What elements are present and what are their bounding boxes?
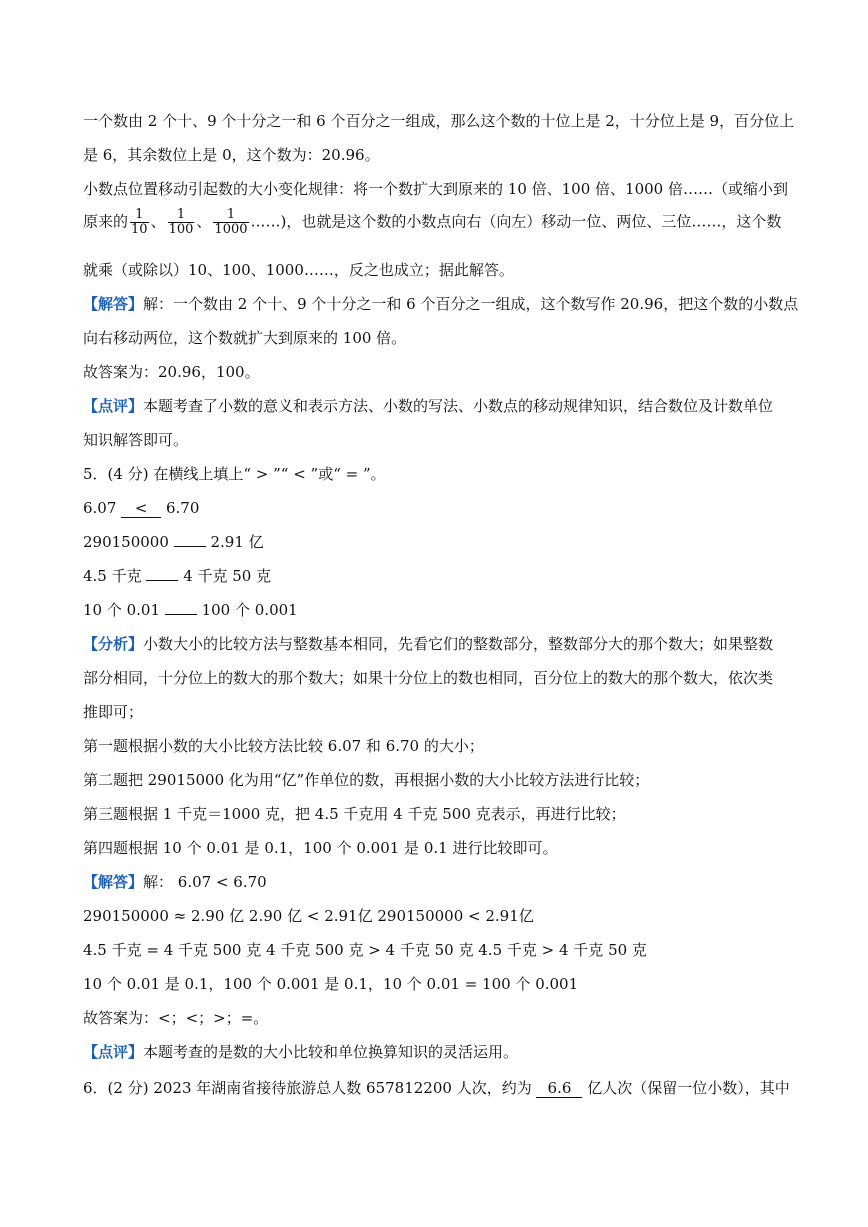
answer-4-line1 [83,294,798,314]
fraction-denominator: 1000 [214,222,248,237]
p1-line1: 一个数由 2 个十、9 个十分之一和 6 个百分之一组成，那么这个数的十位上是 2，十分位上是 9，百分位上 [83,112,795,130]
q6-post: 亿人次（保留一位小数），其中 [587,1079,790,1097]
final-answer-4: 故答案为：20.96，100。 [83,363,260,381]
answer-blank: < [121,500,161,518]
comment-5 [83,1042,518,1062]
q6-pre: 6．(2 分) 2023 年湖南省接待旅游总人数 657812200 人次，约为 [83,1079,532,1097]
item-left: 6.07 [83,499,117,517]
comment-4-line2: 知识解答即可。 [83,431,189,449]
final-answer-5: 故答案为：<；<；>；=。 [83,1009,269,1027]
q5-item-3 [83,566,271,586]
p1-line2: 是 6，其余数位上是 0，这个数为：20.96。 [83,146,380,164]
answer-tag: 【解答】 [83,295,144,313]
analysis-5-line2: 部分相同，十分位上的数大的那个数大；如果十分位上的数也相同，百分位上的数大的那个数大，依次类 [83,669,774,687]
p2-line1: 小数点位置移动引起数的大小变化规律：将一个数扩大到原来的 10 倍、100 倍、1000 倍……（或缩小到 [83,180,788,198]
answer-5-line2: 290150000 ≈ 2.90 亿 2.90 亿 < 2.91亿 290150000 < 2.91亿 [83,907,534,925]
fraction-1-1000 [213,208,248,237]
analysis-5-line5: 第二题把 29015000 化为用“亿”作单位的数，再根据小数的大小比较方法进行比较； [83,771,650,789]
separator: 、 [150,212,166,231]
item-right: 100 个 0.001 [201,601,298,619]
item-right: 6.70 [165,499,200,517]
comment-tag: 【点评】 [83,1043,144,1061]
analysis-tag: 【分析】 [83,635,144,653]
item-left: 10 个 0.01 [83,601,161,619]
analysis-5-line3: 推即可； [83,703,144,721]
fraction-numerator: 1 [130,208,149,223]
q5-item-2 [83,532,264,552]
item-right: 2.91 亿 [210,533,264,551]
p2-pre: 原来的 [83,212,129,231]
answer-text: 解： 6.07 < 6.70 [143,873,267,891]
analysis-5-line1 [83,634,773,654]
answer-tag: 【解答】 [83,873,144,891]
item-left: 290150000 [83,533,169,551]
comment-4-line1 [83,396,773,416]
analysis-text: 小数大小的比较方法与整数基本相同，先看它们的整数部分，整数部分大的那个数大；如果整数 [143,635,774,653]
answer-blank [146,580,178,581]
analysis-5-line4: 第一题根据小数的大小比较方法比较 6.07 和 6.70 的大小； [83,737,484,755]
analysis-5-line6: 第三题根据 1 千克＝1000 克，把 4.5 千克用 4 千克 500 克表示，再进行比较； [83,805,626,823]
answer-blank [174,546,206,547]
q5-item-1 [83,498,199,518]
question-5-title: 5．(4 分) 在横线上填上“ > ”“ < ”或“ = ”。 [83,465,386,483]
comment-text: 本题考查的是数的大小比较和单位换算知识的灵活运用。 [143,1043,519,1061]
fraction-denominator: 100 [168,222,194,237]
p2-post: ……)，也就是这个数的小数点向右（向左）移动一位、两位、三位……，这个数 [250,212,782,231]
fraction-denominator: 10 [131,222,148,237]
answer-5-line3: 4.5 千克 = 4 千克 500 克 4 千克 500 克 > 4 千克 50 克 4.5 千克 > 4 千克 50 克 [83,941,647,959]
answer-blank: 6.6 [536,1080,582,1098]
item-left: 4.5 千克 [83,567,142,585]
answer-4-line2: 向右移动两位，这个数就扩大到原来的 100 倍。 [83,329,407,347]
question-6 [83,1078,790,1098]
q5-item-4 [83,600,298,620]
item-right: 4 千克 50 克 [183,567,272,585]
analysis-5-line7: 第四题根据 10 个 0.01 是 0.1，100 个 0.001 是 0.1 进行比较即可。 [83,839,558,857]
fraction-numerator: 1 [168,208,195,223]
answer-blank [165,614,197,615]
p2-line2 [83,208,781,237]
answer-5-line1 [83,872,267,892]
fraction-numerator: 1 [213,208,248,223]
answer-text: 解：一个数由 2 个十、9 个十分之一和 6 个百分之一组成，这个数写作 20.96，把这个数的小数点 [143,295,799,313]
answer-5-line4: 10 个 0.01 是 0.1，100 个 0.001 是 0.1，10 个 0.01 = 100 个 0.001 [83,975,579,993]
fraction-1-10 [130,208,149,237]
p2-line3: 就乘（或除以）10、100、1000……，反之也成立；据此解答。 [83,261,514,279]
comment-tag: 【点评】 [83,397,144,415]
fraction-1-100 [168,208,195,237]
comment-text: 本题考查了小数的意义和表示方法、小数的写法、小数点的移动规律知识，结合数位及计数单位 [143,397,774,415]
separator: 、 [196,212,212,231]
